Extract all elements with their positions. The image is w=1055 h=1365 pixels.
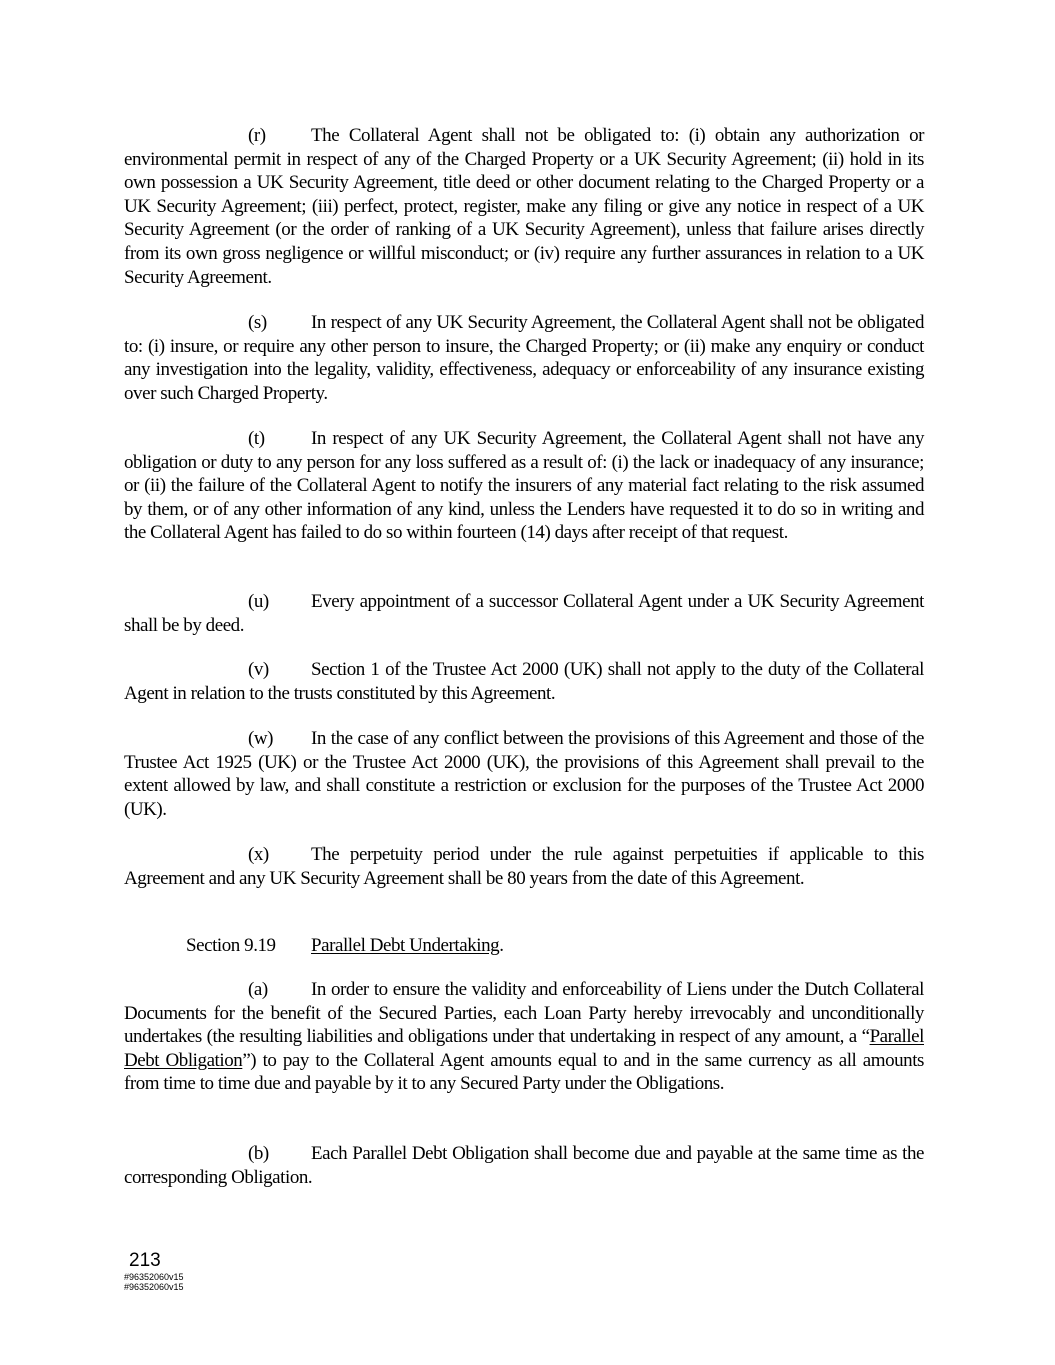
document-id: #96352060v15: [124, 1272, 184, 1282]
paragraph-label: (x): [248, 844, 269, 865]
paragraph-text: In respect of any UK Security Agreement, the Collateral Agent shall not be obligated to: (i) insure, or require any other person to insure, the Charged Property; or (ii) make any enquiry or conduct any investigation into the legality, validity, effectiveness, adequacy or enforceability of any insurance existing over such Charged Property.: [124, 312, 924, 404]
paragraph-text: In respect of any UK Security Agreement, the Collateral Agent shall not have any obligation or duty to any person for any loss suffered as a result of: (i) the lack or inadequacy of any insurance; or (ii) the failure of the Collateral Agent to notify the insurers of any material fact relating to the risk assumed by them, or of any other information of any kind, unless the Lenders have requested it to do so in writing and the Collateral Agent has failed to do so within fourteen (14) days after receipt of that request.: [124, 428, 924, 544]
paragraph-label: (t): [248, 428, 265, 449]
paragraph-t: [124, 427, 924, 545]
paragraph-b: [124, 1142, 924, 1189]
paragraph-text: In the case of any conflict between the provisions of this Agreement and those of the Trustee Act 1925 (UK) or the Trustee Act 2000 (UK), the provisions of this Agreement shall prevail to the extent allowed by law, and shall constitute a restriction or exclusion for the purposes of the Trustee Act 2000 (UK).: [124, 728, 924, 820]
document-id-duplicate: #96352060v15: [124, 1282, 184, 1292]
paragraph-label: (b): [248, 1143, 269, 1164]
paragraph-u: [124, 590, 924, 637]
paragraph-text: The perpetuity period under the rule against perpetuities if applicable to this Agreement and any UK Security Agreement shall be 80 years from the date of this Agreement.: [124, 844, 924, 889]
section-heading: [186, 934, 504, 958]
paragraph-text-continued: ”) to pay to the Collateral Agent amounts equal to and in the same currency as all amounts from time to time due and payable by it to any Secured Party under the Obligations.: [124, 1049, 924, 1095]
paragraph-s: [124, 311, 924, 405]
paragraph-a: [124, 978, 924, 1096]
paragraph-w: [124, 727, 924, 821]
section-title-suffix: .: [499, 935, 504, 956]
paragraph-text: Each Parallel Debt Obligation shall become due and payable at the same time as the corresponding Obligation.: [124, 1143, 924, 1188]
paragraph-x: [124, 843, 924, 890]
paragraph-label: (s): [248, 312, 267, 333]
paragraph-text: In order to ensure the validity and enforceability of Liens under the Dutch Collateral Documents for the benefit of the Secured Parties, each Loan Party hereby irrevocably and unconditionally undertakes (the resulting liabilities and obligations under that undertaking in respect of any amount, a “: [124, 979, 924, 1048]
defined-term: Parallel Debt Obligation: [124, 1026, 924, 1071]
page-footer: [124, 1250, 184, 1292]
paragraph-label: (v): [248, 659, 269, 680]
paragraph-r: [124, 124, 924, 289]
paragraph-text: Every appointment of a successor Collateral Agent under a UK Security Agreement shall be by deed.: [124, 591, 924, 636]
section-number: Section 9.19: [186, 935, 276, 956]
section-title: Parallel Debt Undertaking: [311, 935, 500, 956]
paragraph-label: (u): [248, 591, 269, 612]
paragraph-label: (r): [248, 125, 266, 146]
paragraph-text: Section 1 of the Trustee Act 2000 (UK) shall not apply to the duty of the Collateral Agent in relation to the trusts constituted by this Agreement.: [124, 659, 924, 704]
paragraph-label: (w): [248, 728, 274, 749]
paragraph-text: The Collateral Agent shall not be obligated to: (i) obtain any authorization or environmental permit in respect of any of the Charged Property or a UK Security Agreement; (ii) hold in its own possession a UK Security Agreement, title deed or other document relating to the Charged Property or a UK Security Agreement; (iii) perfect, protect, register, make any filing or give any notice in respect of a UK Security Agreement (or the order of ranking of a UK Security Agreement), unless that failure arises directly from its own gross negligence or willful misconduct; or (iv) require any further assurances in relation to a UK Security Agreement.: [124, 125, 924, 288]
page-number: 213: [129, 1250, 161, 1271]
paragraph-label: (a): [248, 979, 268, 1000]
paragraph-v: [124, 658, 924, 705]
